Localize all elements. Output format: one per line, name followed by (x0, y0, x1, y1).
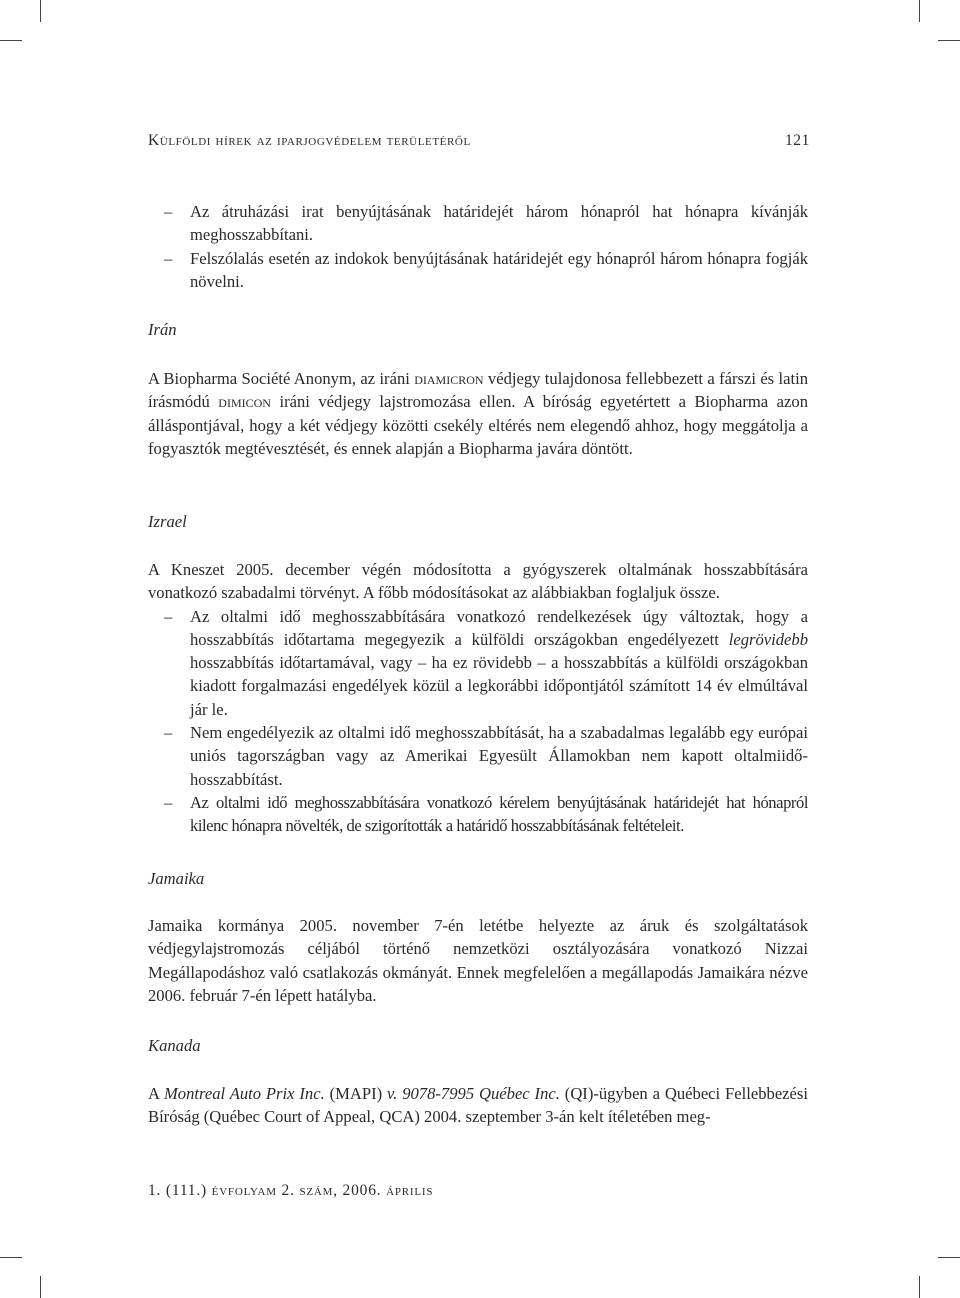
dash: – (164, 723, 173, 743)
izrael-intro: A Kneszet 2005. december végén módosította a gyógyszerek oltalmának hosszabbítására vonatkozó szabadalmi törvényt. A főbb módosításokat az alábbiakban foglaljuk össze. (148, 560, 808, 603)
dash: – (164, 792, 172, 812)
jamaika-text: Jamaika kormánya 2005. november 7-én letétbe helyezte az áruk és szolgáltatások védjegylajstromozás céljából történő nemzetközi osztályozására vonatkozó Nizzai Megállapodáshoz való csatlakozás okmányát. Ennek megfelelően a megállapodás Jamaikára nézve 2006. február 7-én lépett hatályba. (148, 916, 808, 1005)
section-heading-jamaika: Jamaika (148, 869, 205, 888)
emphasis: legrövidebb (728, 629, 808, 649)
running-header (148, 132, 810, 150)
list-item-text: Felszólalás esetén az indokok benyújtásának határidejét egy hónapról három hónapra fogják növelni. (190, 248, 808, 291)
text: (MAPI) (329, 1084, 383, 1103)
intro-bullet-list (148, 200, 808, 293)
trademark-name: dimicon (218, 392, 271, 412)
paragraph-iran (148, 367, 808, 460)
crop-mark-bottom-left (40, 1276, 41, 1298)
section-heading-izrael: Izrael (148, 512, 187, 531)
crop-mark-top-right (919, 0, 920, 22)
list-item-text: Az oltalmi idő meghosszabbítására vonatkozó kérelem benyújtásának határidejét hat hónapról kilenc hónapra növelték, de szigorították a határidő hosszabbításának feltételeit. (190, 792, 808, 836)
list-item (148, 721, 808, 791)
paragraph-izrael (148, 558, 808, 838)
footer: 1. (111.) évfolyam 2. szám, 2006. április (148, 1182, 434, 1199)
dash: – (164, 248, 173, 268)
crop-mark-right-top (938, 40, 960, 41)
crop-mark-top-left (40, 0, 41, 22)
list-item (148, 247, 808, 294)
case-name: v. 9078-7995 Québec Inc. (387, 1084, 560, 1103)
text: (QI)-ügyben a Québeci Fellebbezési Bíróság (Québec Court of Appeal, QCA) 2004. szeptember 3-án kelt ítéletében meg- (148, 1084, 808, 1127)
list-item-text: Az átruházási irat benyújtásának határidejét három hónapról hat hónapra kívánják meghosszabbítani. (190, 202, 808, 245)
paragraph-jamaika (148, 914, 808, 1007)
trademark-name: diamicron (414, 369, 484, 388)
text: Az oltalmi idő meghosszabbítására vonatkozó rendelkezések úgy változtak, hogy a hosszabbítás időtartama megegyezik a külföldi országokban engedélyezett (190, 606, 808, 649)
crop-mark-left-top (0, 40, 22, 41)
page-number: 121 (784, 132, 810, 149)
text: A Biopharma Société Anonym, az iráni (148, 369, 410, 388)
case-name: Montreal Auto Prix Inc. (163, 1084, 325, 1103)
crop-mark-right-bottom (938, 1257, 960, 1258)
crop-mark-left-bottom (0, 1257, 22, 1258)
dash: – (164, 202, 173, 221)
text: hosszabbítás időtartamával, vagy – ha ez rövidebb – a hosszabbítás a külföldi országokban kiadott forgalmazási engedélyek közül a legkorábbi időpontjától számított 14 év elmúltával jár le. (190, 653, 808, 719)
dash: – (164, 606, 173, 626)
list-item (148, 605, 808, 721)
text: védjegy tulajdonosa fellebbezett a fárszi és latin írásmódú (148, 369, 808, 412)
paragraph-kanada (148, 1082, 808, 1129)
text: A (148, 1084, 160, 1103)
list-item (148, 200, 808, 247)
running-header-title: Külföldi hírek az iparjogvédelem területéről (148, 132, 471, 149)
section-heading-iran: Irán (148, 320, 177, 339)
list-item (148, 791, 808, 838)
section-heading-kanada: Kanada (148, 1036, 201, 1055)
list-item-text: Nem engedélyezik az oltalmi idő meghosszabbítását, ha a szabadalmas legalább egy európai uniós tagországban vagy az Amerikai Egyesült Államokban nem kapott oltalmiidő-hosszabbítást. (190, 723, 808, 789)
text: iráni védjegy lajstromozása ellen. A bíróság egyetértett a Biopharma azon álláspontjával, hogy a két védjegy közötti csekély eltérés nem elegendő ahhoz, hogy meggátolja a fogyasztók megtévesztését, és ennek alapján a Biopharma javára döntött. (148, 392, 808, 458)
crop-mark-bottom-right (919, 1276, 920, 1298)
